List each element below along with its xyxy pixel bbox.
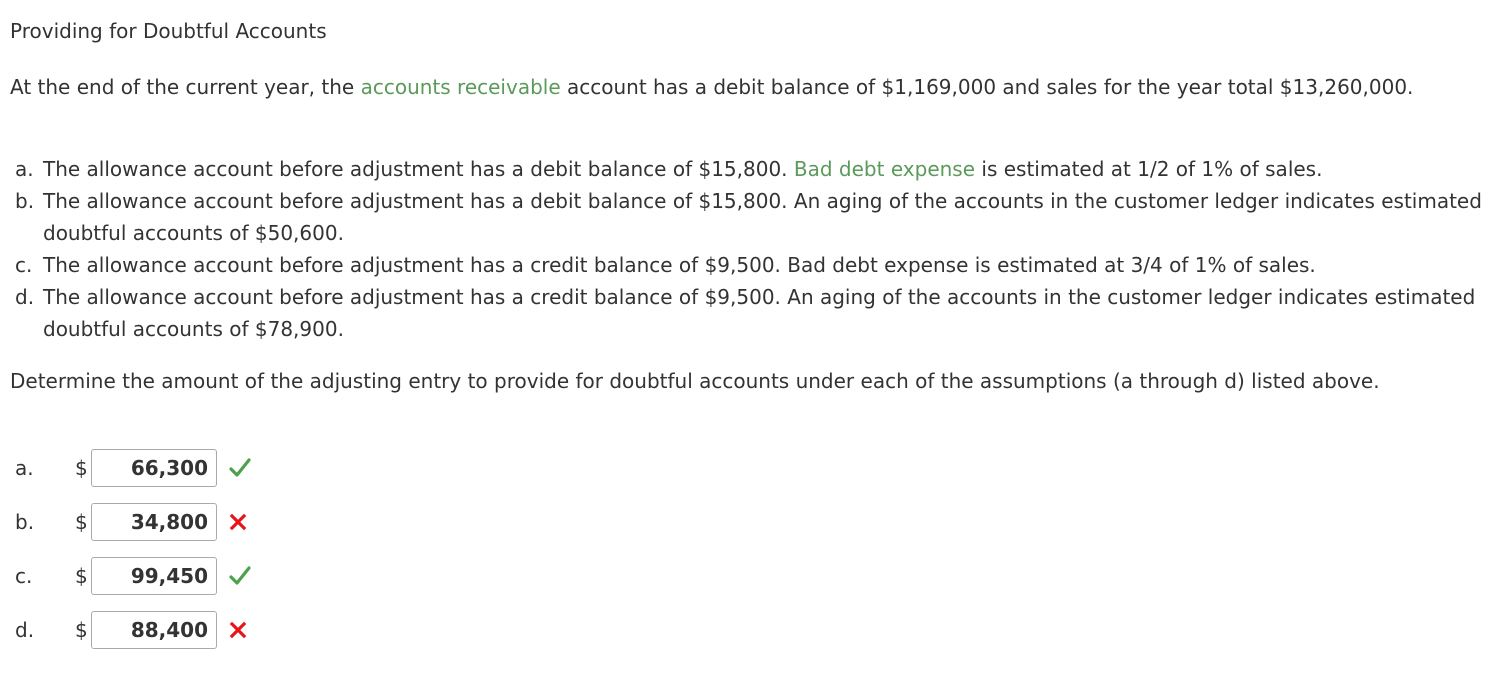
assumption-text-end: is estimated at 1/2 of 1% of sales. [975,157,1323,181]
page-title: Providing for Doubtful Accounts [10,19,327,43]
assumption-list [15,153,1490,345]
currency-symbol: $ [75,510,88,534]
assumption-item [15,185,1490,249]
answer-input[interactable]: 34,800 [91,503,217,541]
x-mark-icon [229,609,259,651]
x-mark-icon [229,501,259,543]
answer-row [15,555,259,609]
currency-symbol: $ [75,564,88,588]
question-prompt: Determine the amount of the adjusting entry to provide for doubtful accounts under each of the assumptions (a through d) listed above. [10,369,1380,393]
answer-letter: d. [15,618,35,642]
answer-input[interactable]: 66,300 [91,449,217,487]
assumption-text: The allowance account before adjustment has a debit balance of $15,800. An aging of the accounts in the customer ledger indicates estimated doubtful accounts of $50,600. [43,189,1482,245]
assumption-item [15,281,1490,345]
assumption-text: The allowance account before adjustment has a credit balance of $9,500. An aging of the accounts in the customer ledger indicates estimated doubtful accounts of $78,900. [43,285,1476,341]
currency-symbol: $ [75,618,88,642]
check-mark-icon [229,447,259,489]
intro-text-end: account has a debit balance of $1,169,000 and sales for the year total $13,260,000. [560,75,1414,99]
bad-debt-expense-link[interactable]: Bad debt expense [793,157,976,181]
answer-input[interactable]: 88,400 [91,611,217,649]
answer-letter: c. [15,564,33,588]
assumption-letter: a. [15,157,34,181]
answer-list [15,447,259,663]
assumption-text: The allowance account before adjustment has a credit balance of $9,500. Bad debt expense is estimated at 3/4 of 1% of sales. [43,253,1316,277]
answer-row [15,609,259,663]
answer-row [15,447,259,501]
check-mark-icon [229,555,259,597]
answer-letter: a. [15,456,34,480]
assumption-letter: c. [15,253,33,277]
assumption-item [15,249,1490,281]
answer-letter: b. [15,510,35,534]
assumption-letter: d. [15,285,35,309]
assumption-item [15,153,1490,185]
answer-input[interactable]: 99,450 [91,557,217,595]
assumption-text-start: The allowance account before adjustment has a debit balance of $15,800. [43,157,794,181]
assumption-text [43,153,1490,185]
intro-text-start: At the end of the current year, the [10,75,361,99]
currency-symbol: $ [75,456,88,480]
problem-intro [10,70,1470,105]
accounts-receivable-link[interactable]: accounts receivable [360,75,561,99]
assumption-letter: b. [15,189,35,213]
answer-row [15,501,259,555]
